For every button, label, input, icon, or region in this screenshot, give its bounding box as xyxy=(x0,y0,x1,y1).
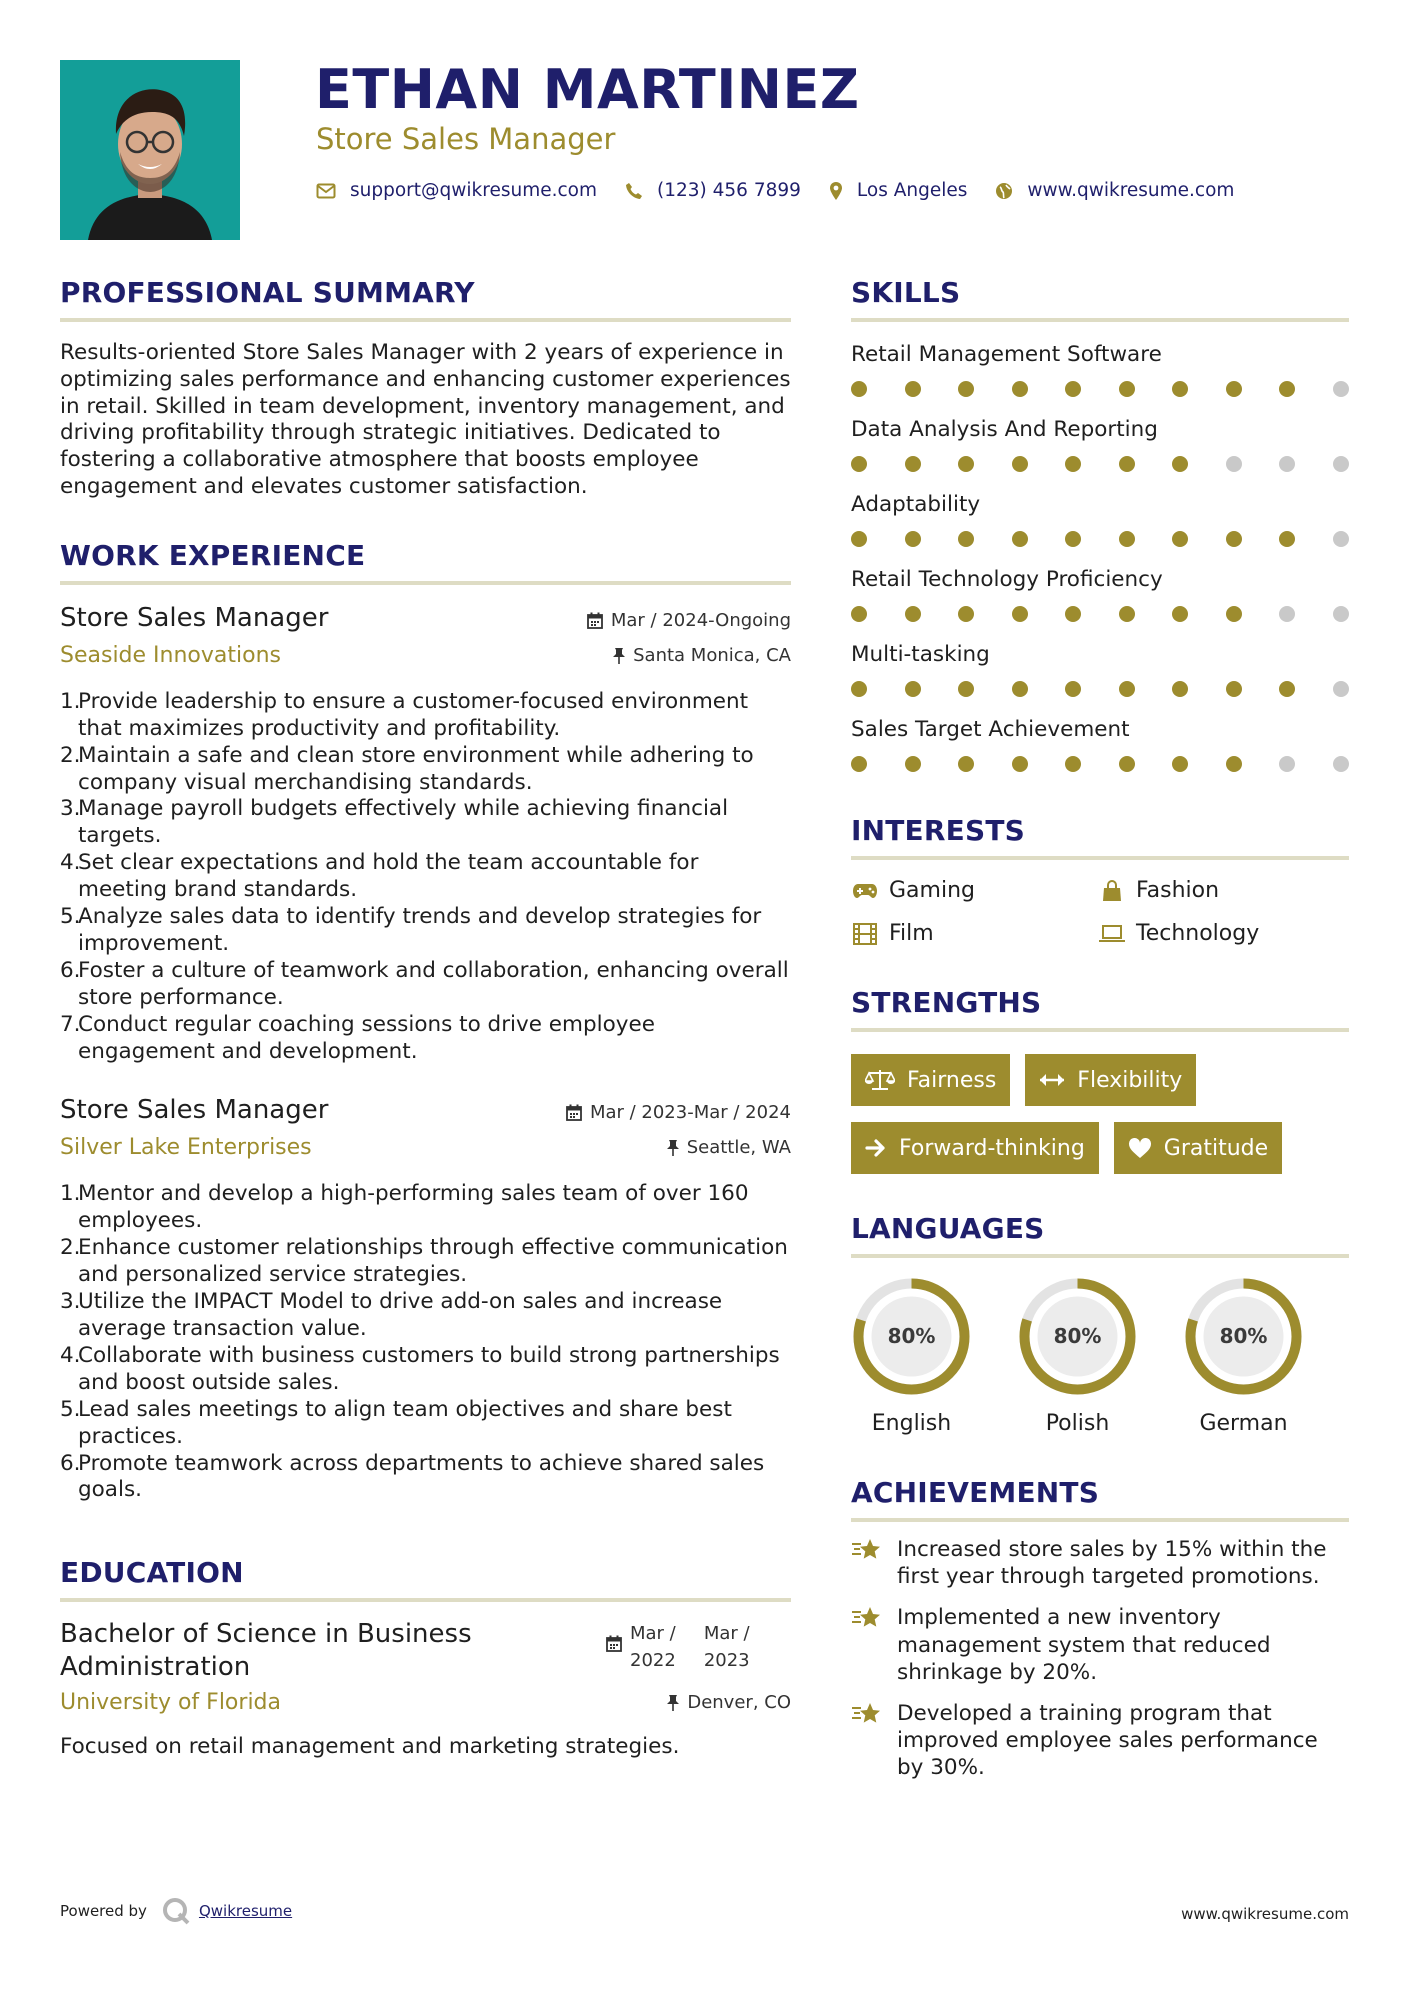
contact-location-text: Los Angeles xyxy=(856,180,968,201)
duty-item: 4. Collaborate with business customers to build strong partnerships and boost outside sales. xyxy=(60,1342,780,1395)
interest-label: Film xyxy=(889,921,934,946)
rating-dot-empty xyxy=(1333,606,1349,622)
strength-gratitude xyxy=(1114,1122,1282,1174)
duty-list xyxy=(60,689,791,1066)
summary-text: Results-oriented Store Sales Manager with 2 years of experience in optimizing sales performance and enhancing customer experiences in retail. Skilled in team development, inventory management, and driving profitability through strategic initiatives. Dedicated to fostering a collaborative atmosphere that boosts employee engagement and elevates customer satisfaction. xyxy=(60,340,791,499)
skill-rating xyxy=(851,756,1349,772)
balance-scale-icon xyxy=(865,1068,895,1092)
education-start-year: 2022 xyxy=(630,1650,676,1672)
job-location xyxy=(613,645,791,666)
duty-item: 2. Maintain a safe and clean store environment while adhering to company visual merchandising standards. xyxy=(60,742,754,795)
achievement-text: Increased store sales by 15% within the first year through targeted promotions. xyxy=(897,1537,1327,1590)
rating-dot-filled xyxy=(905,381,921,397)
rating-dot-filled xyxy=(851,681,867,697)
language-item xyxy=(1183,1276,1304,1436)
skill-item xyxy=(851,417,1349,472)
rating-dot-filled xyxy=(1172,606,1188,622)
globe-icon xyxy=(995,182,1013,200)
rating-dot-filled xyxy=(1119,681,1135,697)
rating-dot-empty xyxy=(1333,456,1349,472)
skill-name: Data Analysis And Reporting xyxy=(851,417,1158,442)
rating-dot-filled xyxy=(1012,681,1028,697)
achievement-text: Implemented a new inventory management system that reduced shrinkage by 20%. xyxy=(897,1605,1271,1685)
rating-dot-filled xyxy=(1065,681,1081,697)
contact-phone[interactable] xyxy=(625,180,801,201)
language-item xyxy=(851,1276,972,1436)
strength-label: Fairness xyxy=(907,1067,997,1093)
rating-dot-filled xyxy=(1172,756,1188,772)
skill-item xyxy=(851,642,1349,697)
left-column xyxy=(60,276,791,1759)
rating-dot-filled xyxy=(958,606,974,622)
job-date xyxy=(587,610,791,631)
rating-dot-filled xyxy=(958,681,974,697)
skill-rating xyxy=(851,531,1349,547)
calendar-icon xyxy=(606,1635,622,1674)
skill-rating xyxy=(851,381,1349,397)
summary-section xyxy=(60,276,791,501)
achievements-section xyxy=(851,1476,1349,1782)
summary-heading: PROFESSIONAL SUMMARY xyxy=(60,276,791,322)
strength-label: Flexibility xyxy=(1077,1067,1183,1093)
laptop-icon xyxy=(1098,924,1126,944)
powered-by-text: Powered by xyxy=(60,1902,147,1920)
rating-dot-filled xyxy=(1226,756,1242,772)
skill-item xyxy=(851,342,1349,397)
rating-dot-filled xyxy=(905,681,921,697)
job-company: Seaside Innovations xyxy=(60,642,281,668)
duty-item: 2. Enhance customer relationships through effective communication and personalized service strategies. xyxy=(60,1235,788,1288)
achievement-item xyxy=(851,1604,1349,1686)
interest-label: Fashion xyxy=(1136,878,1220,903)
arrow-right-icon xyxy=(865,1138,887,1158)
rating-dot-filled xyxy=(1279,381,1295,397)
duty-item: 4. Set clear expectations and hold the team accountable for meeting brand standards. xyxy=(60,850,699,903)
rating-dot-filled xyxy=(1226,531,1242,547)
language-name: Polish xyxy=(1045,1411,1110,1436)
contact-bar xyxy=(316,180,1262,201)
pushpin-icon xyxy=(667,1694,679,1711)
duty-item: 3. Manage payroll budgets effectively while achieving financial targets. xyxy=(60,796,729,849)
skills-heading: SKILLS xyxy=(851,276,1349,322)
contact-email-text: support@qwikresume.com xyxy=(350,180,597,201)
job-entry xyxy=(60,603,791,1066)
footer-powered-by xyxy=(60,1896,292,1926)
education-end-month: Mar / xyxy=(703,1623,750,1645)
phone-icon xyxy=(625,182,643,200)
language-percent: 80% xyxy=(1219,1324,1268,1348)
strength-label: Forward-thinking xyxy=(899,1135,1085,1161)
language-progress-ring xyxy=(1183,1276,1304,1397)
rating-dot-empty xyxy=(1333,756,1349,772)
rating-dot-filled xyxy=(1226,606,1242,622)
education-location-text: Denver, CO xyxy=(687,1692,791,1714)
education-date xyxy=(606,1620,750,1674)
language-percent: 80% xyxy=(887,1324,936,1348)
duty-item: 3. Utilize the IMPACT Model to drive add-on sales and increase average transaction value. xyxy=(60,1289,723,1341)
languages-heading: LANGUAGES xyxy=(851,1212,1349,1258)
qwikresume-logo-icon xyxy=(161,1896,191,1926)
skill-rating xyxy=(851,606,1349,622)
strengths-heading: STRENGTHS xyxy=(851,986,1349,1032)
rating-dot-filled xyxy=(1012,456,1028,472)
contact-location xyxy=(829,180,968,201)
language-progress-ring xyxy=(1017,1276,1138,1397)
envelope-icon xyxy=(316,183,336,199)
rating-dot-filled xyxy=(1012,756,1028,772)
job-entry xyxy=(60,1095,791,1504)
interest-technology xyxy=(1098,921,1348,946)
rating-dot-empty xyxy=(1333,681,1349,697)
rating-dot-empty xyxy=(1333,531,1349,547)
rating-dot-empty xyxy=(1333,381,1349,397)
education-end-year: 2023 xyxy=(703,1650,750,1672)
experience-heading: WORK EXPERIENCE xyxy=(60,539,791,585)
rating-dot-filled xyxy=(905,606,921,622)
interests-heading: INTERESTS xyxy=(851,814,1349,860)
interest-film xyxy=(851,921,1098,946)
achievements-heading: ACHIEVEMENTS xyxy=(851,1476,1349,1522)
film-icon xyxy=(851,923,879,945)
rating-dot-empty xyxy=(1226,456,1242,472)
education-heading: EDUCATION xyxy=(60,1556,791,1602)
experience-section xyxy=(60,539,791,1505)
school-name: University of Florida xyxy=(60,1690,281,1716)
strengths-section xyxy=(851,986,1349,1190)
language-name: German xyxy=(1199,1411,1288,1436)
education-start-month: Mar / xyxy=(630,1623,676,1645)
rating-dot-filled xyxy=(1172,381,1188,397)
duty-item: 6. Promote teamwork across departments to achieve shared sales goals. xyxy=(60,1450,765,1503)
rating-dot-filled xyxy=(1065,531,1081,547)
profile-photo xyxy=(60,60,240,240)
skill-item xyxy=(851,717,1349,772)
rating-dot-filled xyxy=(1119,531,1135,547)
language-progress-ring xyxy=(851,1276,972,1397)
rating-dot-filled xyxy=(1065,756,1081,772)
rating-dot-filled xyxy=(1012,381,1028,397)
strength-fairness xyxy=(851,1054,1010,1106)
contact-website-text: www.qwikresume.com xyxy=(1027,180,1235,201)
pushpin-icon xyxy=(613,647,625,664)
interests-section xyxy=(851,814,1349,946)
rating-dot-filled xyxy=(958,531,974,547)
duty-item: 1. Provide leadership to ensure a customer-focused environment that maximizes productivity and profitability. xyxy=(60,688,749,741)
achievement-text: Developed a training program that improved employee sales performance by 30%. xyxy=(897,1701,1318,1781)
rating-dot-filled xyxy=(851,456,867,472)
duty-item: 5. Lead sales meetings to align team objectives and share best practices. xyxy=(60,1396,732,1449)
degree-title: Bachelor of Science in Business Administration xyxy=(60,1619,472,1683)
gamepad-icon xyxy=(851,883,879,899)
achievement-item xyxy=(851,1536,1349,1590)
rating-dot-empty xyxy=(1279,756,1295,772)
language-item xyxy=(1017,1276,1138,1436)
skill-item xyxy=(851,567,1349,622)
rating-dot-filled xyxy=(1119,756,1135,772)
job-location xyxy=(667,1137,791,1158)
rating-dot-filled xyxy=(1119,606,1135,622)
interest-fashion xyxy=(1098,878,1348,903)
rating-dot-filled xyxy=(1065,381,1081,397)
rating-dot-filled xyxy=(905,756,921,772)
skill-item xyxy=(851,492,1349,547)
shooting-star-icon xyxy=(851,1536,885,1590)
job-date xyxy=(566,1102,791,1123)
rating-dot-filled xyxy=(1226,381,1242,397)
skill-name: Adaptability xyxy=(851,492,981,517)
duty-item: 6. Foster a culture of teamwork and collaboration, enhancing overall store performance. xyxy=(60,957,789,1010)
skill-name: Retail Management Software xyxy=(851,342,1162,367)
candidate-title: Store Sales Manager xyxy=(316,122,616,156)
language-percent: 80% xyxy=(1053,1324,1102,1348)
skills-section xyxy=(851,276,1349,772)
strength-flexibility xyxy=(1025,1054,1196,1106)
rating-dot-filled xyxy=(851,756,867,772)
right-column xyxy=(851,276,1349,1782)
interest-label: Technology xyxy=(1136,921,1260,946)
skill-rating xyxy=(851,456,1349,472)
strength-label: Gratitude xyxy=(1163,1135,1269,1161)
job-company: Silver Lake Enterprises xyxy=(60,1135,312,1161)
skill-name: Multi-tasking xyxy=(851,642,990,667)
contact-phone-text: (123) 456 7899 xyxy=(657,180,801,201)
job-date-text: Mar / 2023-Mar / 2024 xyxy=(589,1102,791,1124)
languages-section xyxy=(851,1212,1349,1436)
rating-dot-filled xyxy=(1119,456,1135,472)
contact-website[interactable] xyxy=(995,180,1234,201)
rating-dot-filled xyxy=(958,456,974,472)
skills-list xyxy=(851,342,1349,772)
skill-name: Sales Target Achievement xyxy=(851,717,1130,742)
rating-dot-filled xyxy=(1012,606,1028,622)
rating-dot-empty xyxy=(1279,606,1295,622)
pushpin-icon xyxy=(667,1139,679,1156)
contact-email[interactable] xyxy=(316,180,597,201)
rating-dot-filled xyxy=(958,756,974,772)
job-location-text: Seattle, WA xyxy=(686,1137,791,1159)
language-name: English xyxy=(871,1411,952,1436)
rating-dot-filled xyxy=(958,381,974,397)
interest-label: Gaming xyxy=(889,878,975,903)
calendar-icon xyxy=(566,1104,582,1121)
duty-list xyxy=(60,1181,791,1504)
job-title: Store Sales Manager xyxy=(60,602,329,633)
arrows-horizontal-icon xyxy=(1039,1073,1065,1087)
rating-dot-empty xyxy=(1279,456,1295,472)
rating-dot-filled xyxy=(1172,456,1188,472)
rating-dot-filled xyxy=(1279,531,1295,547)
shooting-star-icon xyxy=(851,1700,885,1782)
rating-dot-filled xyxy=(851,606,867,622)
interest-gaming xyxy=(851,878,1098,903)
languages-list xyxy=(851,1276,1349,1436)
rating-dot-filled xyxy=(905,456,921,472)
rating-dot-filled xyxy=(1012,531,1028,547)
footer-website[interactable]: www.qwikresume.com xyxy=(1181,1905,1349,1923)
footer-brand-link[interactable]: Qwikresume xyxy=(198,1902,293,1920)
rating-dot-filled xyxy=(905,531,921,547)
rating-dot-filled xyxy=(1226,681,1242,697)
duty-item: 5. Analyze sales data to identify trends and develop strategies for improvement. xyxy=(60,904,762,956)
candidate-name: ETHAN MARTINEZ xyxy=(315,58,860,121)
map-marker-icon xyxy=(829,181,843,201)
heart-icon xyxy=(1128,1138,1152,1159)
rating-dot-filled xyxy=(1119,381,1135,397)
strength-forward-thinking xyxy=(851,1122,1099,1174)
education-description: Focused on retail management and marketing strategies. xyxy=(60,1734,680,1760)
shopping-bag-icon xyxy=(1098,880,1126,902)
rating-dot-filled xyxy=(1172,531,1188,547)
skill-rating xyxy=(851,681,1349,697)
rating-dot-filled xyxy=(851,381,867,397)
job-title: Store Sales Manager xyxy=(60,1095,329,1126)
rating-dot-filled xyxy=(851,531,867,547)
job-location-text: Santa Monica, CA xyxy=(633,644,791,666)
calendar-icon xyxy=(587,612,603,629)
duty-item: 1. Mentor and develop a high-performing sales team of over 160 employees. xyxy=(60,1181,749,1234)
achievement-item xyxy=(851,1700,1349,1782)
rating-dot-filled xyxy=(1065,606,1081,622)
rating-dot-filled xyxy=(1172,681,1188,697)
rating-dot-filled xyxy=(1279,681,1295,697)
duty-item: 7. Conduct regular coaching sessions to drive employee engagement and development. xyxy=(60,1011,655,1064)
shooting-star-icon xyxy=(851,1604,885,1686)
job-date-text: Mar / 2024-Ongoing xyxy=(610,609,791,631)
education-location xyxy=(667,1692,791,1713)
skill-name: Retail Technology Proficiency xyxy=(851,567,1163,592)
rating-dot-filled xyxy=(1065,456,1081,472)
education-section xyxy=(60,1556,791,1759)
